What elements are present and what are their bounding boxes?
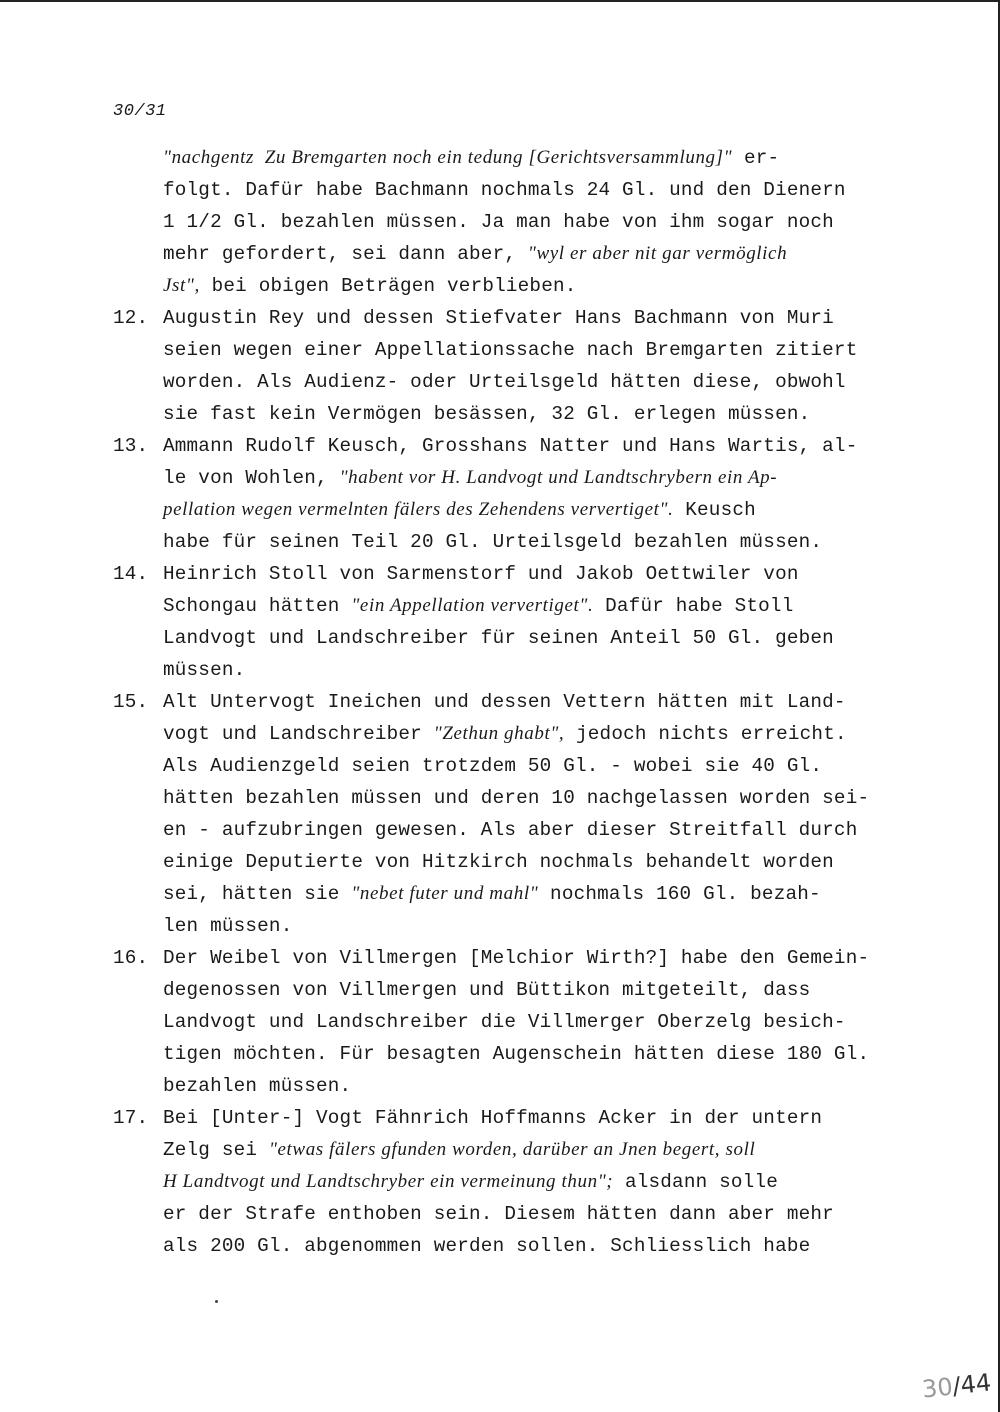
body-text: er der Strafe enthoben sein. Diesem hätten dann aber mehr xyxy=(163,1203,834,1225)
text-line xyxy=(113,1070,893,1102)
body-text: degenossen von Villmergen und Büttikon mitgeteilt, dass xyxy=(163,979,811,1001)
body-text: mehr gefordert, sei dann aber, xyxy=(163,243,528,265)
paragraph-number: 16. xyxy=(113,947,149,969)
quoted-source-text: "nachgentz Zu Bremgarten noch ein tedung [Gerichtsversammlung]" xyxy=(163,147,733,168)
text-line xyxy=(113,1006,893,1038)
body-text: nochmals 160 Gl. bezah- xyxy=(538,883,821,905)
body-text: jedoch nichts erreicht. xyxy=(564,723,847,745)
body-text: Landvogt und Landschreiber die Villmerger Oberzelg besich- xyxy=(163,1011,846,1033)
text-line xyxy=(113,1166,893,1198)
text-line xyxy=(113,366,893,398)
paragraph-number: 13. xyxy=(113,435,149,457)
text-line xyxy=(113,814,893,846)
text-line xyxy=(113,1230,893,1262)
text-line xyxy=(113,910,893,942)
text-line xyxy=(113,334,893,366)
text-line xyxy=(113,430,893,462)
quoted-source-text: "nebet futer und mahl" xyxy=(351,883,539,904)
body-text: einige Deputierte von Hitzkirch nochmals behandelt worden xyxy=(163,851,834,873)
text-line xyxy=(113,942,893,974)
text-line xyxy=(113,654,893,686)
body-text: Augustin Rey und dessen Stiefvater Hans Bachmann von Muri xyxy=(163,307,834,329)
body-text: sie fast kein Vermögen besässen, 32 Gl. erlegen müssen. xyxy=(163,403,811,425)
text-line xyxy=(113,302,893,334)
text-line xyxy=(113,750,893,782)
text-line xyxy=(113,174,893,206)
quoted-source-text: "wyl er aber nit gar vermöglich xyxy=(527,243,788,264)
body-text: worden. Als Audienz- oder Urteilsgeld hätten diese, obwohl xyxy=(163,371,846,393)
text-line xyxy=(113,558,893,590)
text-line xyxy=(113,238,893,270)
paragraph-number: 12. xyxy=(113,307,149,329)
paragraph-number: 15. xyxy=(113,691,149,713)
body-text: er- xyxy=(732,147,780,169)
body-text: seien wegen einer Appellationssache nach Bremgarten zitiert xyxy=(163,339,858,361)
text-line xyxy=(113,622,893,654)
body-text: Schongau hätten xyxy=(163,595,352,617)
body-text: tigen möchten. Für besagten Augenschein hätten diese 180 Gl. xyxy=(163,1043,870,1065)
text-line xyxy=(113,878,893,910)
body-text: Heinrich Stoll von Sarmenstorf und Jakob Oettwiler von xyxy=(163,563,799,585)
text-line xyxy=(113,782,893,814)
text-line xyxy=(113,686,893,718)
text-line xyxy=(113,1102,893,1134)
quoted-source-text: "habent vor H. Landvogt und Landtschrybern ein Ap- xyxy=(339,467,778,488)
body-text: habe für seinen Teil 20 Gl. Urteilsgeld bezahlen müssen. xyxy=(163,531,823,553)
text-line xyxy=(113,1198,893,1230)
body-text: alsdann solle xyxy=(613,1171,778,1193)
quoted-source-text: "etwas fälers gfunden worden, darüber an Jnen begert, soll xyxy=(268,1139,756,1160)
ink-speck xyxy=(215,1300,218,1303)
text-line xyxy=(113,398,893,430)
quoted-source-text: H Landtvogt und Landtschryber ein vermeinung thun"; xyxy=(163,1171,614,1192)
document-body xyxy=(113,142,893,1262)
body-text: Zelg sei xyxy=(163,1139,269,1161)
text-line xyxy=(113,590,893,622)
body-text: Ammann Rudolf Keusch, Grosshans Natter und Hans Wartis, al- xyxy=(163,435,858,457)
quoted-source-text: "Zethun ghabt", xyxy=(433,723,565,744)
text-line xyxy=(113,974,893,1006)
text-line xyxy=(113,718,893,750)
body-text: en - aufzubringen gewesen. Als aber dieser Streitfall durch xyxy=(163,819,858,841)
body-text: len müssen. xyxy=(163,915,293,937)
text-line xyxy=(113,494,893,526)
scan-border-top xyxy=(0,0,1000,2)
paragraph-number: 14. xyxy=(113,563,149,585)
body-text: sei, hätten sie xyxy=(163,883,352,905)
text-line xyxy=(113,526,893,558)
body-text: 1 1/2 Gl. bezahlen müssen. Ja man habe von ihm sogar noch xyxy=(163,211,834,233)
body-text: Der Weibel von Villmergen [Melchior Wirth?] habe den Gemein- xyxy=(163,947,870,969)
text-line xyxy=(113,1038,893,1070)
handwritten-folio-stamp: 30/44 xyxy=(920,1368,993,1404)
text-line xyxy=(113,142,893,174)
body-text: hätten bezahlen müssen und deren 10 nachgelassen worden sei- xyxy=(163,787,870,809)
text-line xyxy=(113,270,893,302)
body-text: bezahlen müssen. xyxy=(163,1075,352,1097)
quoted-source-text: pellation wegen vermelnten fälers des Zehendens ververtiget". xyxy=(163,499,674,520)
body-text: bei obigen Beträgen verblieben. xyxy=(199,275,577,297)
body-text: müssen. xyxy=(163,659,246,681)
body-text: folgt. Dafür habe Bachmann nochmals 24 Gl. und den Dienern xyxy=(163,179,846,201)
quoted-source-text: "ein Appellation ververtiget". xyxy=(351,595,594,616)
text-line xyxy=(113,462,893,494)
text-line xyxy=(113,1134,893,1166)
text-line xyxy=(113,846,893,878)
body-text: als 200 Gl. abgenommen werden sollen. Schliesslich habe xyxy=(163,1235,811,1257)
body-text: Als Audienzgeld seien trotzdem 50 Gl. - wobei sie 40 Gl. xyxy=(163,755,823,777)
quoted-source-text: Jst", xyxy=(163,275,200,296)
paragraph-number: 17. xyxy=(113,1107,149,1129)
body-text: Landvogt und Landschreiber für seinen Anteil 50 Gl. geben xyxy=(163,627,834,649)
body-text: Alt Untervogt Ineichen und dessen Vettern hätten mit Land- xyxy=(163,691,846,713)
body-text: vogt und Landschreiber xyxy=(163,723,434,745)
body-text: le von Wohlen, xyxy=(163,467,340,489)
body-text: Bei [Unter-] Vogt Fähnrich Hoffmanns Acker in der untern xyxy=(163,1107,823,1129)
body-text: Keusch xyxy=(673,499,756,521)
page-number: 30/31 xyxy=(113,102,167,121)
body-text: Dafür habe Stoll xyxy=(593,595,794,617)
text-line xyxy=(113,206,893,238)
